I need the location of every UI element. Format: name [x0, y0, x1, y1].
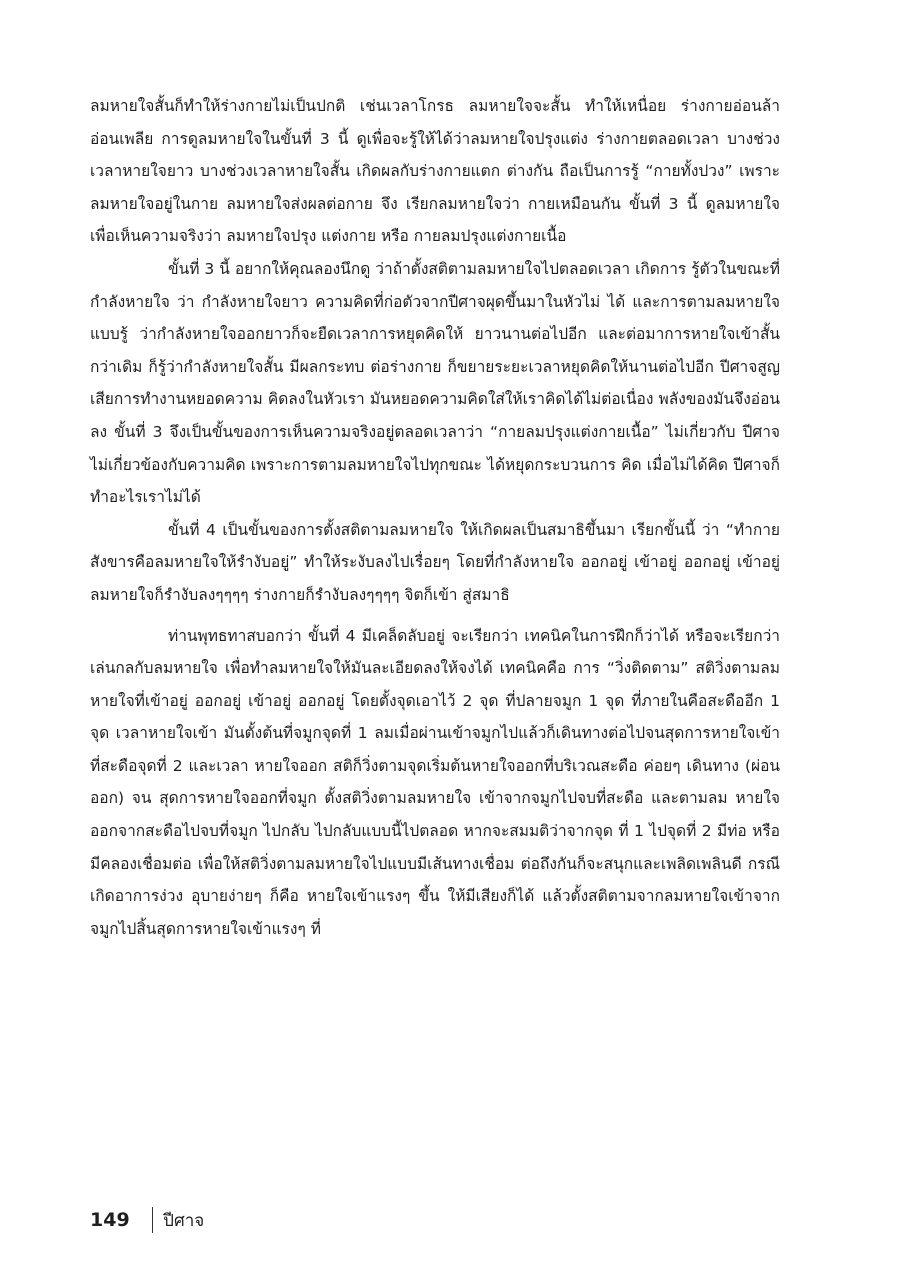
paragraph-4: ท่านพุทธทาสบอกว่า ขั้นที่ 4 มีเคล็ดลับอยู่ จะเรียกว่า เทคนิคในการฝึกก็ว่าได้ หรือจะเรียกว่า เล่นกลกับลมหายใจ เพื่อทำลมหายใจให้มันละเอียดลงให้จงได้ เทคนิคคือ การ “วิ่งติดตาม” สติวิ่งตามลมหายใจที่เข้าอยู่ ออกอยู่ เข้าอยู่ ออกอยู่ โดยตั้งจุดเอาไว้ 2 จุด ที่ปลายจมูก 1 จุด ที่ภายในคือสะดืออีก 1 จุด เวลาหายใจเข้า มันตั้งต้นที่จมูกจุดที่ 1 ลมเมื่อผ่านเข้าจมูกไปแล้วก็เดินทางต่อไปจนสุดการหายใจเข้าที่สะดือจุดที่ 2 และเวลา หายใจออก สติก็วิ่งตามจุดเริ่มต้นหายใจออกที่บริเวณสะดือ ค่อยๆ เดินทาง (ผ่อนออก) จน สุดการหายใจออกที่จมูก ตั้งสติวิ่งตามลมหายใจ เข้าจากจมูกไปจบที่สะดือ และตามลม หายใจออกจากสะดือไปจบที่จมูก ไปกลับ ไปกลับแบบนี้ไปตลอด หากจะสมมติว่าจากจุด ที่ 1 ไปจุดที่ 2 มีท่อ หรือมีคลองเชื่อมต่อ เพื่อให้สติวิ่งตามลมหายใจไปแบบมีเส้นทางเชื่อม ต่อถึงกันก็จะสนุกและเพลิดเพลินดี กรณีเกิดอาการง่วง อุบายง่ายๆ ก็คือ หายใจเข้าแรงๆ ขึ้น ให้มีเสียงก็ได้ แล้วตั้งสติตามจากลมหายใจเข้าจากจมูกไปสิ้นสุดการหายใจเข้าแรงๆ ที่: [90, 626, 780, 938]
page-number: 149: [90, 1209, 130, 1231]
footer-divider: [152, 1207, 154, 1233]
body-text: [90, 90, 780, 945]
page-footer: [90, 1204, 204, 1236]
running-title: ปีศาจ: [163, 1210, 205, 1231]
paragraph-1: ลมหายใจสั้นก็ทำให้ร่างกายไม่เป็นปกติ เช่นเวลาโกรธ ลมหายใจจะสั้น ทำให้เหนื่อย ร่างกายอ่อนล้าอ่อนเพลีย การดูลมหายใจในขั้นที่ 3 นี้ ดูเพื่อจะรู้ให้ได้ว่าลมหายใจปรุงแต่ง ร่างกายตลอดเวลา บางช่วงเวลาหายใจยาว บางช่วงเวลาหายใจสั้น เกิดผลกับร่างกายแตก ต่างกัน ถือเป็นการรู้ “กายทั้งปวง” เพราะลมหายใจอยู่ในกาย ลมหายใจส่งผลต่อกาย จึง เรียกลมหายใจว่า กายเหมือนกัน ขั้นที่ 3 นี้ ดูลมหายใจ เพื่อเห็นความจริงว่า ลมหายใจปรุง แต่งกาย หรือ กายลมปรุงแต่งกายเนื้อ: [90, 97, 780, 246]
paragraph-2: ขั้นที่ 3 นี้ อยากให้คุณลองนึกดู ว่าถ้าตั้งสติตามลมหายใจไปตลอดเวลา เกิดการ รู้ตัวในขณะที่กำลังหายใจ ว่า กำลังหายใจยาว ความคิดที่ก่อตัวจากปีศาจผุดขึ้นมาในหัวไม่ ได้ และการตามลมหายใจแบบรู้ ว่ากำลังหายใจออกยาวก็จะยืดเวลาการหยุดคิดให้ ยาวนานต่อไปอีก และต่อมาการหายใจเข้าสั้นกว่าเดิม ก็รู้ว่ากำลังหายใจสั้น มีผลกระทบ ต่อร่างกาย ก็ขยายระยะเวลาหยุดคิดให้นานต่อไปอีก ปีศาจสูญเสียการทำงานหยอดความ คิดลงในหัวเรา มันหยอดความคิดใส่ให้เราคิดได้ไม่ต่อเนื่อง พลังของมันจึงอ่อนลง ขั้นที่ 3 จึงเป็นขั้นของการเห็นความจริงอยู่ตลอดเวลาว่า “กายลมปรุงแต่งกายเนื้อ” ไม่เกี่ยวกับ ปีศาจ ไม่เกี่ยวข้องกับความคิด เพราะการตามลมหายใจไปทุกขณะ ได้หยุดกระบวนการ คิด เมื่อไม่ได้คิด ปีศาจก็ทำอะไรเราไม่ได้: [90, 259, 780, 507]
paragraph-3: ขั้นที่ 4 เป็นขั้นของการตั้งสติตามลมหายใจ ให้เกิดผลเป็นสมาธิขึ้นมา เรียกขั้นนี้ ว่า “ทำกายสังขารคือลมหายใจให้รำงับอยู่” ทำให้ระงับลงไปเรื่อยๆ โดยที่กำลังหายใจ ออกอยู่ เข้าอยู่ ออกอยู่ เข้าอยู่ ลมหายใจก็รำงับลงๆๆๆๆ ร่างกายก็รำงับลงๆๆๆๆ จิตก็เข้า สู่สมาธิ: [90, 520, 780, 604]
